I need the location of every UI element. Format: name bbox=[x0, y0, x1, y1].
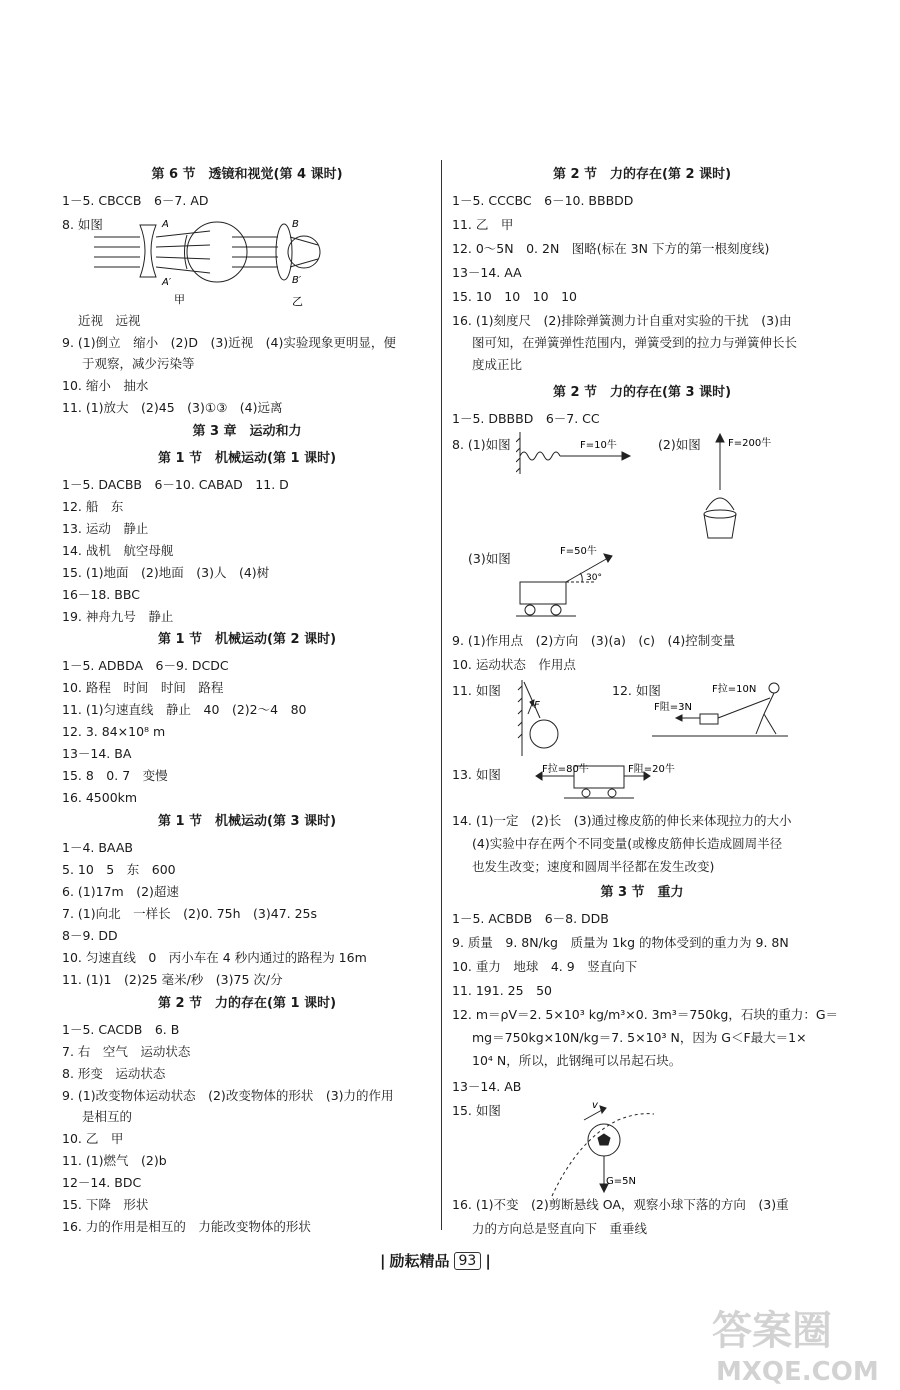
answer-line: 8. 如图 bbox=[62, 217, 103, 232]
force-label: F=10牛 bbox=[580, 440, 617, 451]
answer-line: 12. 船 东 bbox=[62, 499, 124, 514]
answer-line: 12. 如图 bbox=[612, 683, 661, 698]
answer-line: 12. m＝ρV＝2. 5×10³ kg/m³×0. 3m³＝750kg，石块的重力：G＝ bbox=[452, 1007, 839, 1022]
answer-line: 是相互的 bbox=[82, 1109, 133, 1124]
answer-line: 度成正比 bbox=[472, 357, 523, 372]
section-heading: 第 2 节 力的存在(第 1 课时) bbox=[157, 996, 337, 1011]
football-gravity-figure bbox=[548, 1100, 658, 1200]
force-label: F阻=3N bbox=[654, 702, 692, 713]
label-b-prime: B′ bbox=[292, 275, 302, 286]
cart-force-figure bbox=[516, 542, 656, 624]
force-label: F=50牛 bbox=[560, 546, 597, 557]
label-b: B bbox=[292, 219, 299, 230]
answer-line: 16. 力的作用是相互的 力能改变物体的形状 bbox=[62, 1219, 311, 1234]
answer-line: 14. 战机 航空母舰 bbox=[62, 543, 174, 558]
answer-line: 1－4. BAAB bbox=[62, 840, 133, 855]
force-label: F拉=80牛 bbox=[542, 764, 589, 775]
answer-line: 11. 如图 bbox=[452, 683, 501, 698]
cart-forces-figure bbox=[534, 760, 684, 804]
answer-line: 近视 远视 bbox=[78, 313, 141, 328]
answer-line: 8. (1)如图 bbox=[452, 437, 511, 452]
answer-line: 8－9. DD bbox=[62, 928, 118, 943]
velocity-label: v bbox=[592, 1100, 598, 1111]
force-label: F拉=10N bbox=[712, 684, 757, 695]
answer-line: 16－18. BBC bbox=[62, 587, 140, 602]
angle-label: 30° bbox=[586, 573, 602, 583]
answer-line: 10. 匀速直线 0 丙小车在 4 秒内通过的路程为 16m bbox=[62, 950, 367, 965]
force-label: F=200牛 bbox=[728, 438, 772, 449]
force-label: F bbox=[534, 700, 540, 711]
section-heading: 第 3 节 重力 bbox=[600, 885, 684, 900]
ball-wall-figure bbox=[514, 678, 584, 758]
answer-line: 1－5. CBCCB 6－7. AD bbox=[62, 193, 209, 208]
chapter-heading: 第 3 章 运动和力 bbox=[192, 424, 302, 439]
answer-line: 6. (1)17m (2)超速 bbox=[62, 884, 179, 899]
bucket-force-figure bbox=[702, 432, 812, 544]
section-heading: 第 6 节 透镜和视觉(第 4 课时) bbox=[151, 167, 343, 182]
answer-line: 15. (1)地面 (2)地面 (3)人 (4)树 bbox=[62, 565, 270, 580]
answer-line: 16. 4500km bbox=[62, 790, 138, 805]
answer-line: mg＝750kg×10N/kg＝7. 5×10³ N，因为 G＜F最大＝1× bbox=[472, 1030, 807, 1045]
answer-line: 8. 形变 运动状态 bbox=[62, 1066, 166, 1081]
answer-line: 15. 8 0. 7 变慢 bbox=[62, 768, 168, 783]
answer-line: 13－14. AA bbox=[452, 265, 522, 280]
answer-line: 1－5. DACBB 6－10. CABAD 11. D bbox=[62, 477, 289, 492]
answer-line: 11. 乙 甲 bbox=[452, 217, 514, 232]
section-heading: 第 2 节 力的存在(第 2 课时) bbox=[552, 167, 732, 182]
answer-line: (4)实验中存在两个不同变量(或橡皮筋伸长造成圆周半径 bbox=[472, 836, 783, 851]
answer-line: 16. (1)刻度尺 (2)排除弹簧测力计自重对实验的干扰 (3)由 bbox=[452, 313, 792, 328]
answer-line: 9. 质量 9. 8N/kg 质量为 1kg 的物体受到的重力为 9. 8N bbox=[452, 935, 789, 950]
answer-line: (3)如图 bbox=[468, 551, 511, 566]
label-a-prime: A′ bbox=[162, 277, 172, 288]
watermark-logo bbox=[706, 1300, 894, 1388]
answer-line: 11. (1)匀速直线 静止 40 (2)2～4 80 bbox=[62, 702, 307, 717]
answer-line: 10. 运动状态 作用点 bbox=[452, 657, 576, 672]
section-heading: 第 1 节 机械运动(第 1 课时) bbox=[157, 451, 337, 466]
answer-line: 1－5. ADBDA 6－9. DCDC bbox=[62, 658, 229, 673]
label-a: A bbox=[162, 219, 169, 230]
answer-line: 1－5. CCCBC 6－10. BBBDD bbox=[452, 193, 634, 208]
answer-line: 15. 10 10 10 10 bbox=[452, 289, 577, 304]
section-heading: 第 2 节 力的存在(第 3 课时) bbox=[552, 385, 732, 400]
answer-line: 7. 右 空气 运动状态 bbox=[62, 1044, 191, 1059]
footer-bar: | bbox=[485, 1251, 491, 1270]
answer-line: 12. 0～5N 0. 2N 图略(标在 3N 下方的第一根刻度线) bbox=[452, 241, 770, 256]
page-number: 93 bbox=[454, 1252, 482, 1270]
answer-line: 11. (1)放大 (2)45 (3)①③ (4)远离 bbox=[62, 400, 283, 415]
answer-line: 10⁴ N，所以，此钢绳可以吊起石块。 bbox=[472, 1053, 682, 1068]
watermark-bottom: MXQE.COM bbox=[716, 1357, 879, 1387]
answer-line: 5. 10 5 东 600 bbox=[62, 862, 176, 877]
answer-line: 13－14. AB bbox=[452, 1079, 522, 1094]
force-label: G=5N bbox=[606, 1176, 636, 1187]
section-heading: 第 1 节 机械运动(第 3 课时) bbox=[157, 814, 337, 829]
answer-line: 力的方向总是竖直向下 重垂线 bbox=[472, 1221, 648, 1236]
answer-line: 15. 如图 bbox=[452, 1103, 501, 1118]
spring-force-figure bbox=[516, 428, 636, 478]
answer-line: 12－14. BDC bbox=[62, 1175, 142, 1190]
page-footer bbox=[380, 1250, 491, 1271]
footer-brand: 励耘精品 bbox=[389, 1252, 450, 1270]
answer-line: 也发生改变；速度和圆周半径都在发生改变) bbox=[472, 859, 715, 874]
watermark-top: 答案圈 bbox=[712, 1308, 832, 1354]
answer-line: 10. 缩小 抽水 bbox=[62, 378, 149, 393]
answer-line: 11. 191. 25 50 bbox=[452, 983, 552, 998]
answer-line: 13. 运动 静止 bbox=[62, 521, 149, 536]
answer-line: 13－14. BA bbox=[62, 746, 132, 761]
column-divider bbox=[441, 160, 442, 1230]
answer-line: 10. 路程 时间 时间 路程 bbox=[62, 680, 224, 695]
answer-line: 19. 神舟九号 静止 bbox=[62, 609, 174, 624]
label-yi: 乙 bbox=[292, 295, 303, 308]
answer-line: 16. (1)不变 (2)剪断悬线 OA，观察小球下落的方向 (3)重 bbox=[452, 1197, 789, 1212]
answer-line: 9. (1)倒立 缩小 (2)D (3)近视 (4)实验现象更明显，便 bbox=[62, 335, 396, 350]
answer-line: 13. 如图 bbox=[452, 767, 501, 782]
answer-line: 11. (1)1 (2)25 毫米/秒 (3)75 次/分 bbox=[62, 972, 283, 987]
answer-line: 7. (1)向北 一样长 (2)0. 75h (3)47. 25s bbox=[62, 906, 318, 921]
label-jia: 甲 bbox=[174, 293, 185, 306]
answer-line: 15. 下降 形状 bbox=[62, 1197, 149, 1212]
answer-line: 1－5. DBBBD 6－7. CC bbox=[452, 411, 600, 426]
answer-line: 10. 重力 地球 4. 9 竖直向下 bbox=[452, 959, 638, 974]
answer-line: 1－5. CACDB 6. B bbox=[62, 1022, 180, 1037]
answer-line: 14. (1)一定 (2)长 (3)通过橡皮筋的伸长来体现拉力的大小 bbox=[452, 813, 792, 828]
force-label: F阻=20牛 bbox=[628, 764, 675, 775]
section-heading: 第 1 节 机械运动(第 2 课时) bbox=[157, 632, 337, 647]
answer-line: (2)如图 bbox=[658, 437, 701, 452]
answer-line: 12. 3. 84×10⁸ m bbox=[62, 724, 166, 739]
answer-line: 10. 乙 甲 bbox=[62, 1131, 124, 1146]
lens-vision-figure bbox=[92, 215, 322, 315]
answer-line: 11. (1)燃气 (2)b bbox=[62, 1153, 167, 1168]
footer-bar: | bbox=[380, 1251, 386, 1270]
answer-line: 于观察，减少污染等 bbox=[82, 356, 195, 371]
answer-line: 9. (1)改变物体运动状态 (2)改变物体的形状 (3)力的作用 bbox=[62, 1088, 394, 1103]
answer-line: 9. (1)作用点 (2)方向 (3)(a) (c) (4)控制变量 bbox=[452, 633, 736, 648]
answer-line: 1－5. ACBDB 6－8. DDB bbox=[452, 911, 609, 926]
sled-pull-figure bbox=[652, 680, 792, 744]
answer-line: 图可知，在弹簧弹性范围内，弹簧受到的拉力与弹簧伸长长 bbox=[472, 335, 798, 350]
